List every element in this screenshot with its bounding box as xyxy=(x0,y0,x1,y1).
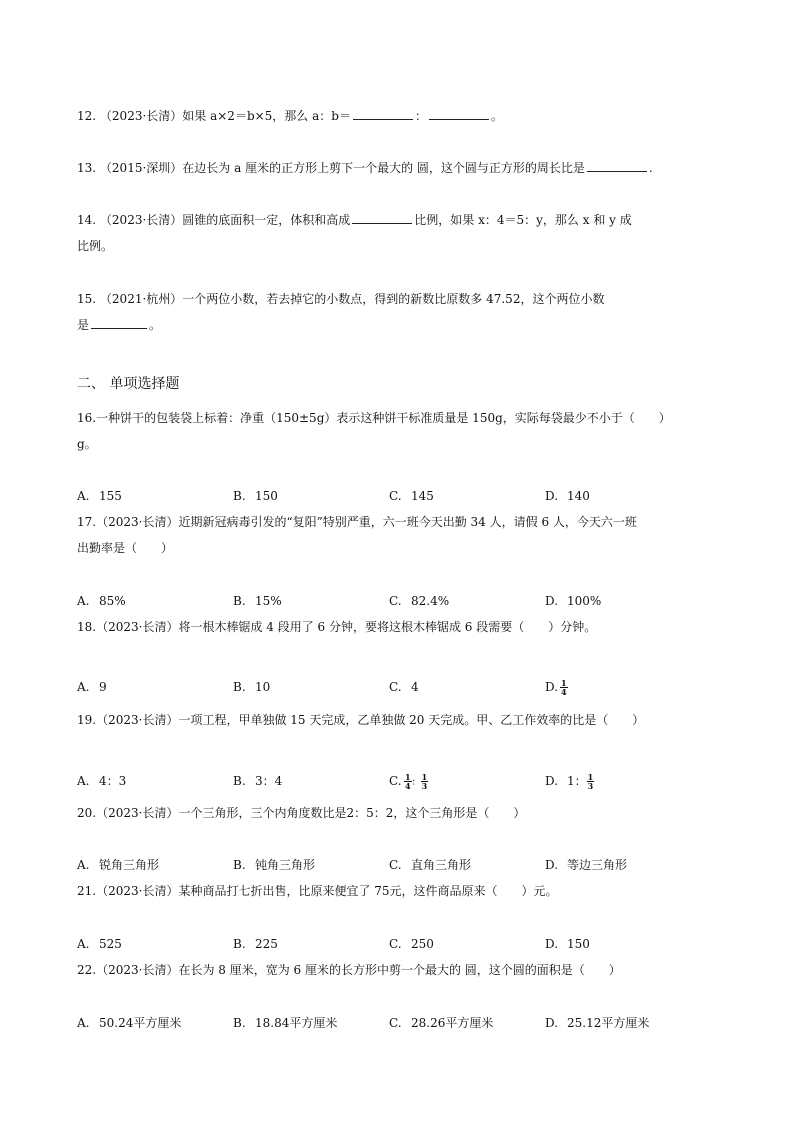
question-source: （2023·长清） xyxy=(96,884,179,898)
fraction: $\frac{1}{4}$ xyxy=(561,678,567,697)
question-text: 在边长为 a 厘米的正方形上剪下一个最大的 圆，这个圆与正方形的周长比是 xyxy=(182,161,585,175)
question-source: （2023·长清） xyxy=(96,806,179,820)
option-a[interactable]: A. 525 xyxy=(77,937,122,951)
question-16 xyxy=(77,405,722,457)
question-text-cont: 比例，如果 x：4＝5：y，那么 x 和 y 成 xyxy=(414,213,632,227)
option-b[interactable]: B. 15% xyxy=(233,594,282,608)
question-text: 圆锥的底面积一定，体积和高成 xyxy=(182,213,351,227)
question-text: 一项工程，甲单独做 15 天完成，乙单独做 20 天完成。甲、乙工作效率的比是（ ） xyxy=(178,713,645,727)
question-text-line2: g。 xyxy=(77,437,97,451)
option-d[interactable]: D. 100% xyxy=(545,594,602,608)
option-b[interactable]: B. 150 xyxy=(233,489,278,503)
question-number: 13. xyxy=(77,161,97,175)
question-17 xyxy=(77,509,722,561)
question-source: （2023·长清） xyxy=(96,515,179,529)
question-15: 15. （2021·杭州）一个两位小数，若去掉它的小数点，得到的新数比原数多 47.52，这个两位小数 是 。 xyxy=(77,292,605,332)
option-b[interactable]: B. 10 xyxy=(233,680,271,694)
fraction: $\frac{1}{3}$ xyxy=(587,772,594,791)
question-source: （2023·长清） xyxy=(96,620,179,634)
question-text-line2: 出勤率是（ ） xyxy=(77,541,174,555)
option-b[interactable]: B. 钝角三角形 xyxy=(233,858,316,872)
option-c[interactable]: C. 4 xyxy=(389,680,419,694)
question-text: 将一根木棒锯成 4 段用了 6 分钟，要将这根木棒锯成 6 段需要（ ）分钟。 xyxy=(178,620,597,634)
answer-blank[interactable] xyxy=(352,210,412,224)
question-text: 在长为 8 厘米，宽为 6 厘米的长方形中剪一个最大的 圆，这个圆的面积是（ ） xyxy=(178,963,621,977)
answer-blank[interactable] xyxy=(587,158,647,172)
question-source: （2015·深圳） xyxy=(99,161,183,175)
question-12: 12. （2023·长清）如果 a×2＝b×5，那么 a：b＝ ： 。 xyxy=(77,103,722,129)
option-c[interactable]: C. 250 xyxy=(389,937,434,951)
question-number: 16. xyxy=(77,411,97,425)
option-a[interactable]: A. 155 xyxy=(77,489,122,503)
question-text: 近期新冠病毒引发的“复阳”特别严重，六一班今天出勤 34 人，请假 6 人，今天六一班 xyxy=(178,515,637,529)
option-a[interactable]: A. 9 xyxy=(77,680,107,694)
question-source: （2023·长清） xyxy=(99,109,183,123)
option-c[interactable]: C. 82.4% xyxy=(389,594,450,608)
option-b[interactable]: B. 225 xyxy=(233,937,278,951)
question-number: 12. xyxy=(77,109,97,123)
question-number: 20. xyxy=(77,806,97,820)
option-c[interactable]: C. 直角三角形 xyxy=(389,858,472,872)
answer-blank-2[interactable] xyxy=(429,106,489,120)
question-source: （2023·长清） xyxy=(96,713,179,727)
question-number: 15. xyxy=(77,292,97,306)
section-title: 二、 单项选择题 xyxy=(77,376,180,392)
fraction: $\frac{1}{4}$ xyxy=(405,772,411,791)
option-c[interactable]: C. 145 xyxy=(389,489,434,503)
question-text: 一个两位小数，若去掉它的小数点，得到的新数比原数多 47.52，这个两位小数 xyxy=(182,292,605,306)
question-text-line2: 比例。 xyxy=(77,239,114,253)
option-d[interactable]: D. $\frac{1}{4}$ xyxy=(545,678,567,697)
option-d[interactable]: D. 等边三角形 xyxy=(545,858,628,872)
option-b[interactable]: B. 3：4 xyxy=(233,774,283,788)
question-14 xyxy=(77,207,722,259)
option-d[interactable]: D. 150 xyxy=(545,937,590,951)
option-d[interactable]: D. 25.12平方厘米 xyxy=(545,1016,650,1030)
question-number: 19. xyxy=(77,713,97,727)
option-a[interactable]: A. 4：3 xyxy=(77,774,127,788)
question-text: 一个三角形，三个内角度数比是2：5：2，这个三角形是（ ） xyxy=(178,806,526,820)
question-source: （2021·杭州） xyxy=(99,292,183,306)
question-number: 18. xyxy=(77,620,97,634)
question-13: 13. （2015·深圳）在边长为 a 厘米的正方形上剪下一个最大的 圆，这个圆与正方形的周长比是 . xyxy=(77,155,722,181)
fraction: $\frac{1}{3}$ xyxy=(421,772,428,791)
question-number: 14. xyxy=(77,213,97,227)
question-text: 一种饼干的包装袋上标着：净重（150±5g）表示这种饼干标准质量是 150g，实际每袋最少不小于（ ） xyxy=(96,411,671,425)
question-number: 21. xyxy=(77,884,97,898)
question-number: 17. xyxy=(77,515,97,529)
question-19 xyxy=(77,707,722,733)
question-20 xyxy=(77,800,722,826)
answer-blank-1[interactable] xyxy=(353,106,413,120)
question-source: （2023·长清） xyxy=(99,213,183,227)
question-number: 22. xyxy=(77,963,97,977)
option-c[interactable]: C. $\frac{1}{4}$ ： $\frac{1}{3}$ xyxy=(389,772,428,791)
question-text: 如果 a×2＝b×5，那么 a：b＝ xyxy=(182,109,351,123)
option-d[interactable]: D. 140 xyxy=(545,489,590,503)
option-d[interactable]: D. 1： $\frac{1}{3}$ xyxy=(545,772,594,791)
option-a[interactable]: A. 锐角三角形 xyxy=(77,858,160,872)
option-b[interactable]: B. 18.84平方厘米 xyxy=(233,1016,338,1030)
question-21 xyxy=(77,878,722,904)
option-a[interactable]: A. 85% xyxy=(77,594,126,608)
question-18 xyxy=(77,614,722,640)
question-source: （2023·长清） xyxy=(96,963,179,977)
option-c[interactable]: C. 28.26平方厘米 xyxy=(389,1016,494,1030)
answer-blank[interactable] xyxy=(91,315,147,329)
question-22 xyxy=(77,957,722,983)
option-a[interactable]: A. 50.24平方厘米 xyxy=(77,1016,182,1030)
question-text: 某种商品打七折出售，比原来便宜了 75元，这件商品原来（ ）元。 xyxy=(178,884,558,898)
